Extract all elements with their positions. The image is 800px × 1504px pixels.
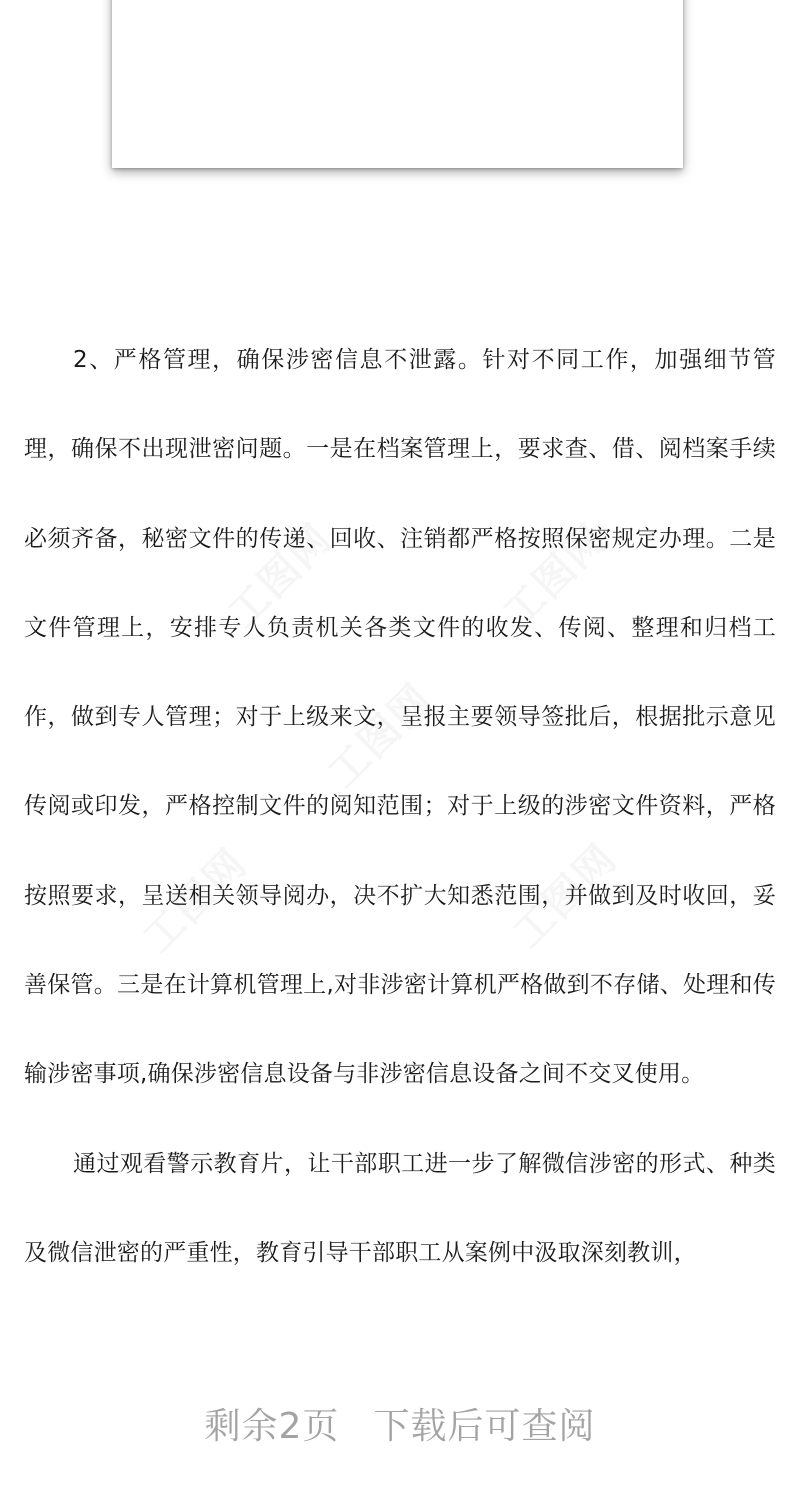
download-prompt[interactable] bbox=[0, 1398, 800, 1449]
watermark: 工图网 bbox=[319, 675, 442, 797]
paragraph-strict-management: 2、严格管理，确保涉密信息不泄露。针对不同工作，加强细节管理，确保不出现泄密问题。一是在档案管理上，要求查、借、阅档案手续必须齐备，秘密文件的传递、回收、注销都严格按照保密规定办理。二是文件管理上，安排专人负责机关各类文件的收发、传阅、整理和归档工作，做到专人管理；对于上级来文，呈报主要领导签批后，根据批示意见传阅或印发，严格控制文件的阅知范围；对于上级的涉密文件资料，严格按照要求，呈送相关领导阅办，决不扩大知悉范围，并做到及时收回，妥善保管。三是在计算机管理上,对非涉密计算机严格做到不存储、处理和传输涉密事项,确保涉密信息设备与非涉密信息设备之间不交叉使用。 bbox=[24, 347, 776, 1088]
watermark: 工图网 bbox=[134, 840, 257, 962]
remaining-pages-label: 剩余2页 bbox=[204, 1406, 340, 1447]
download-to-view-label[interactable]: 下载后可查阅 bbox=[373, 1406, 596, 1447]
watermark: 工图网 bbox=[494, 515, 617, 637]
watermark: 工图网 bbox=[504, 835, 627, 957]
document-preview-page bbox=[112, 0, 683, 168]
watermark: 工图网 bbox=[219, 515, 342, 637]
document-body bbox=[24, 316, 776, 1298]
paragraph-warning-education: 通过观看警示教育片，让干部职工进一步了解微信涉密的形式、种类及微信泄密的严重性，教育引导干部职工从案例中汲取深刻教训， bbox=[24, 1150, 776, 1266]
